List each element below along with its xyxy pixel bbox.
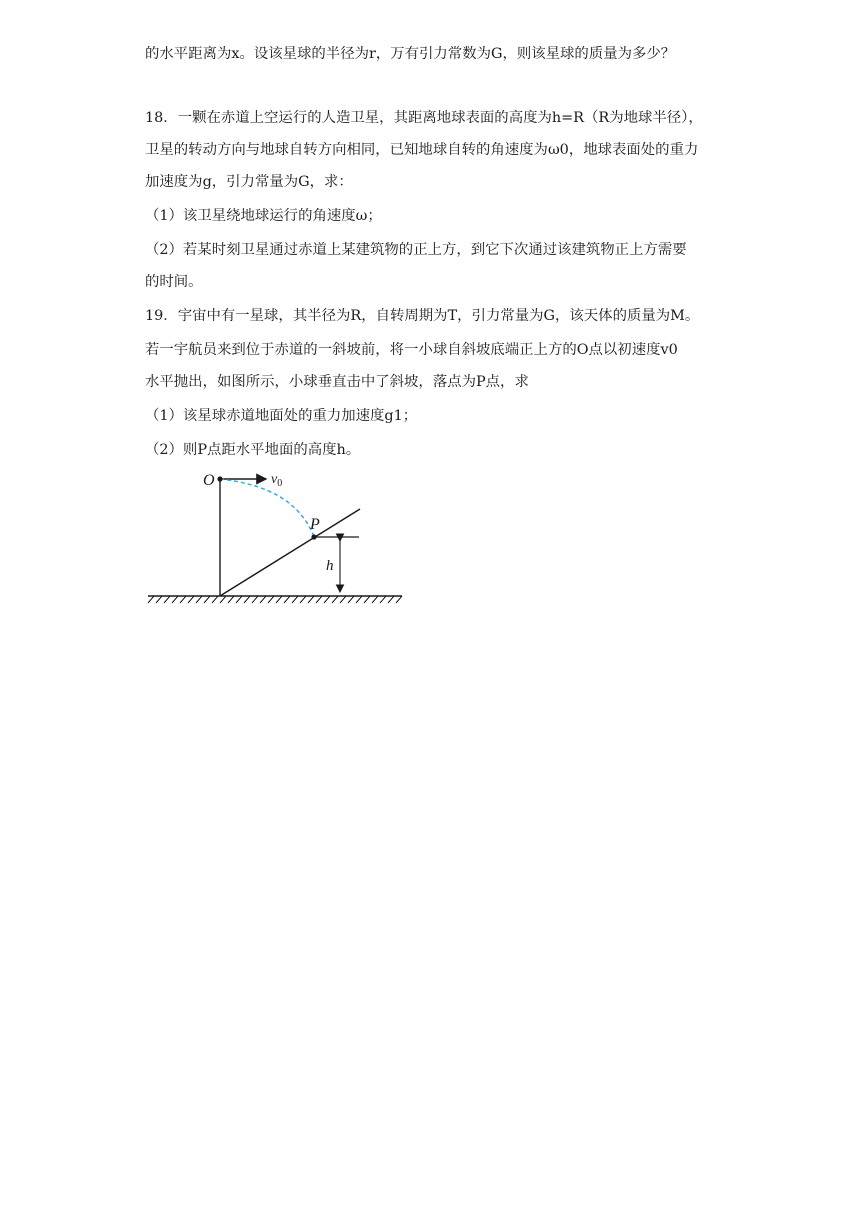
text-line-10: 水平抛出，如图所示，小球垂直击中了斜坡，落点为P点，求 [145, 374, 529, 390]
text-line-1: 的水平距离为x。设该星球的半径为r，万有引力常数为G，则该星球的质量为多少？ [145, 46, 676, 62]
label-v [271, 472, 282, 489]
label-v-subscript: 0 [277, 478, 283, 489]
text-line-3: 卫星的转动方向与地球自转方向相同，已知地球自转的角速度为ω0，地球表面处的重力 [145, 142, 699, 158]
label-h: h [326, 558, 334, 574]
text-line-9: 若一宇航员来到位于赤道的一斜坡前，将一小球自斜坡底端正上方的O点以初速度v0 [145, 342, 678, 358]
text-line-12: （2）则P点距水平地面的高度h。 [145, 442, 361, 458]
text-line-7: 的时间。 [145, 274, 203, 290]
point-o [217, 476, 222, 481]
slope-line [220, 509, 360, 596]
projectile-slope-figure [140, 462, 410, 610]
text-line-4: 加速度为g，引力常量为G，求： [145, 174, 353, 190]
text-line-8: 19．宇宙中有一星球，其半径为R，自转周期为T，引力常量为G，该天体的质量为M。 [145, 308, 700, 324]
ground-hatching [148, 596, 402, 603]
label-o: O [203, 472, 215, 489]
point-p [311, 534, 316, 539]
label-p: P [310, 516, 320, 533]
text-line-2: 18．一颗在赤道上空运行的人造卫星，其距离地球表面的高度为h=R（R为地球半径）， [145, 110, 703, 126]
text-line-5: （1）该卫星绕地球运行的角速度ω； [145, 208, 382, 224]
label-v-main: v [271, 472, 278, 487]
text-line-11: （1）该星球赤道地面处的重力加速度g1； [145, 408, 418, 424]
trajectory-curve [220, 479, 314, 537]
text-line-6: （2）若某时刻卫星通过赤道上某建筑物的正上方，到它下次通过该建筑物正上方需要 [145, 242, 687, 258]
